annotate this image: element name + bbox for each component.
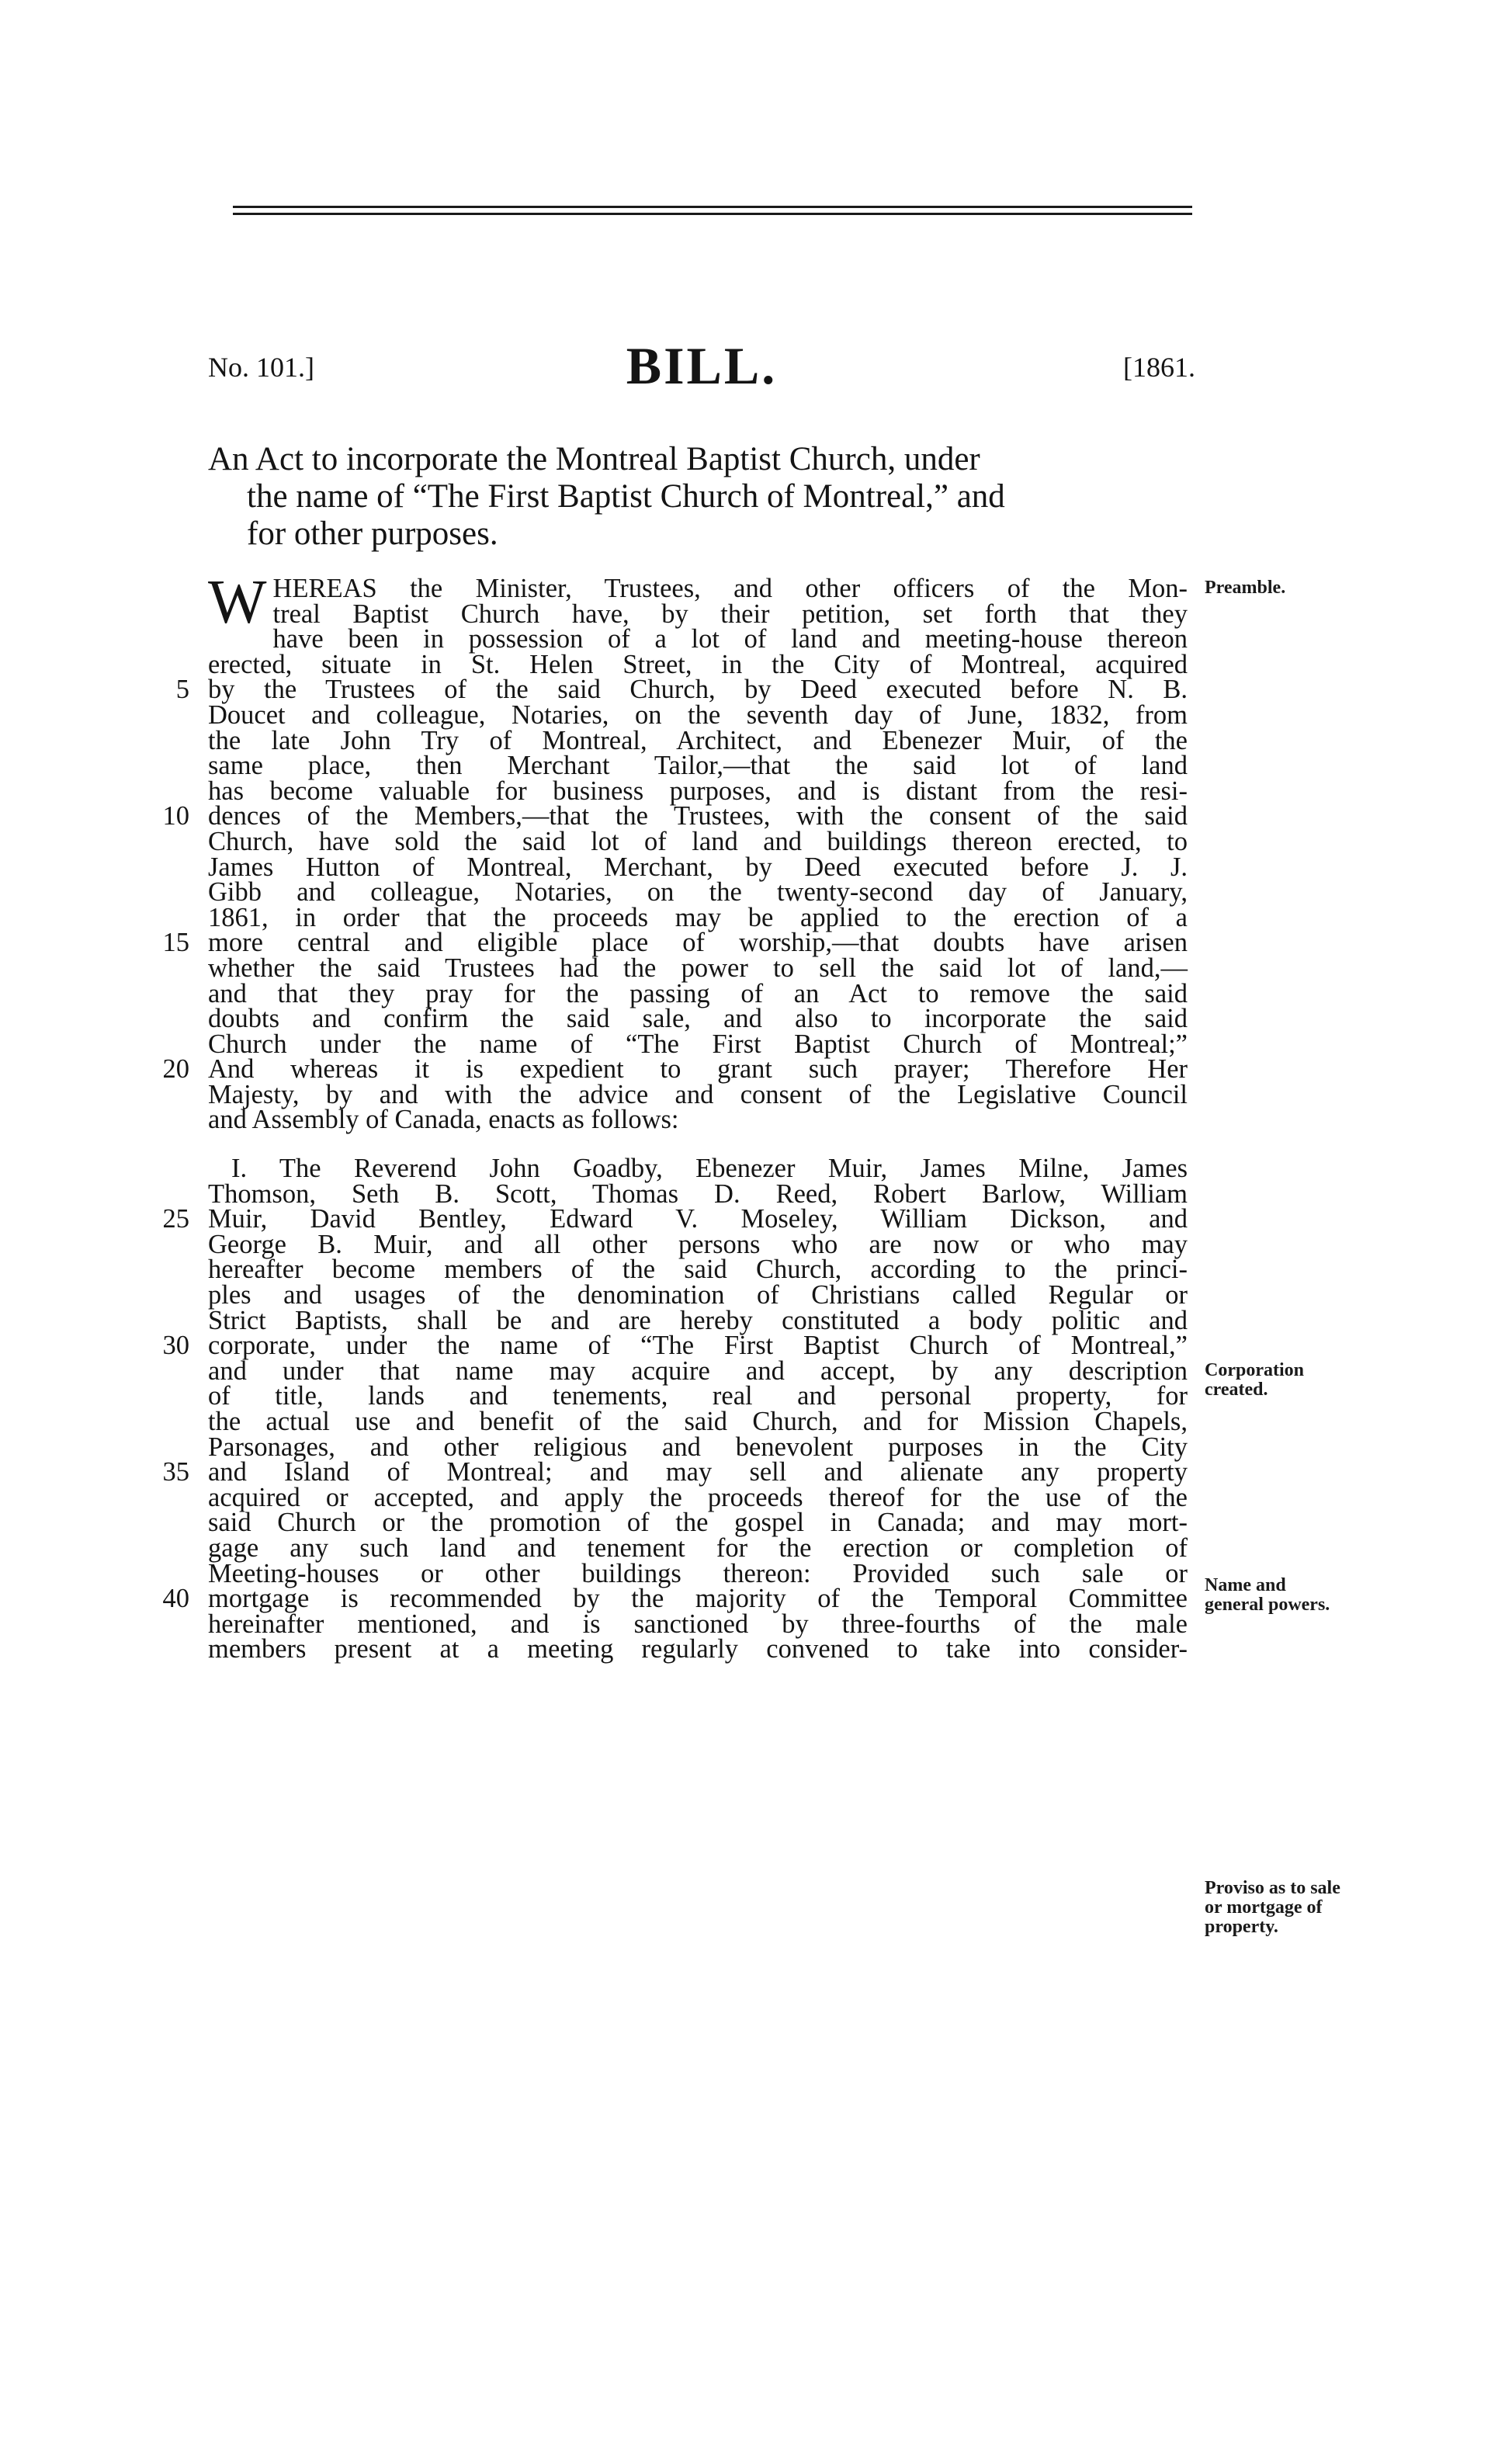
drop-cap: W — [208, 568, 267, 637]
line-text: And whereas it is expedient to grant such prayer; Therefore Her — [208, 1054, 1188, 1085]
line-text: gage any such land and tenement for the erection or completion of — [208, 1532, 1188, 1563]
line-text: by the Trustees of the said Church, by Deed executed before N. B. — [208, 675, 1188, 705]
line-text: I. The Reverend John Goadby, Ebenezer Muir, James Milne, James — [231, 1154, 1188, 1184]
line-text: 1861, in order that the proceeds may be applied to the erection of a — [208, 902, 1188, 932]
text-line — [208, 776, 1188, 806]
text-line — [208, 1634, 1188, 1664]
text-line — [208, 599, 1188, 629]
line-text: hereafter become members of the said Church, according to the princi- — [208, 1255, 1188, 1285]
document-type-heading: BILL. — [626, 336, 778, 395]
line-number: 25 — [162, 1204, 189, 1234]
line-text: Parsonages, and other religious and benevolent purposes in the City — [208, 1432, 1188, 1462]
line-number: 5 — [175, 675, 189, 705]
text-line — [208, 1482, 1188, 1512]
bill-number: No. 101.] — [208, 352, 314, 383]
text-line — [208, 1006, 1188, 1032]
text-line — [208, 1558, 1188, 1588]
text-line — [208, 877, 1188, 908]
text-line — [208, 902, 1188, 932]
margin-note-preamble: Preamble. — [1205, 578, 1286, 598]
text-line — [162, 1457, 1188, 1487]
line-text: whether the said Trustees had the power to sell the said lot of land,— — [208, 953, 1188, 983]
text-line — [208, 624, 1188, 654]
line-text: James Hutton of Montreal, Merchant, by Deed executed before J. J. — [208, 852, 1188, 882]
line-text: dences of the Members,—that the Trustees, with the consent of the said — [208, 801, 1188, 831]
line-text: of title, lands and tenements, real and personal property, for — [208, 1381, 1188, 1411]
line-number: 35 — [162, 1457, 189, 1487]
text-line — [208, 699, 1188, 730]
title-line: the name of “The First Baptist Church of Montreal,” and — [247, 478, 1005, 515]
line-text: hereinafter mentioned, and is sanctioned by three-fourths of the male — [208, 1609, 1188, 1639]
text-line — [208, 1257, 1188, 1283]
line-number: 20 — [162, 1054, 189, 1085]
text-line — [208, 1079, 1188, 1109]
line-text: mortgage is recommended by the majority of the Temporal Committee — [208, 1584, 1188, 1614]
section-one — [162, 1154, 1188, 1664]
line-text: same place, then Merchant Tailor,—that the said lot of land — [208, 751, 1188, 781]
line-text: the actual use and benefit of the said Church, and for Mission Chapels, — [208, 1407, 1188, 1436]
line-text: and under that name may acquire and accept, by any description — [208, 1355, 1188, 1386]
margin-note-corporation: Corporation created. — [1205, 1360, 1304, 1400]
line-text: doubts and confirm the said sale, and also to incorporate the said — [208, 1004, 1188, 1034]
line-text: Gibb and colleague, Notaries, on the twenty-second day of January, — [208, 877, 1188, 908]
text-line — [208, 1609, 1188, 1639]
text-line — [208, 1510, 1188, 1536]
line-text: corporate, under the name of “The First Baptist Church of Montreal,” — [208, 1331, 1188, 1361]
text-line — [208, 1432, 1188, 1462]
line-text: members present at a meeting regularly convened to take into consider- — [208, 1634, 1188, 1664]
text-line — [208, 978, 1188, 1008]
line-text: and Island of Montreal; and may sell and alienate any property — [208, 1457, 1188, 1487]
line-text: HEREAS the Minister, Trustees, and other officers of the Mon- — [272, 574, 1188, 603]
text-line — [208, 953, 1188, 983]
line-text: Strict Baptists, shall be and are hereby constituted a body politic and — [208, 1305, 1188, 1335]
text-line — [208, 753, 1188, 779]
line-text: Meeting-houses or other buildings thereon: Provided such sale or — [208, 1558, 1188, 1588]
text-line — [208, 1409, 1188, 1435]
line-text: Doucet and colleague, Notaries, on the seventh day of June, 1832, from — [208, 699, 1188, 730]
line-text: Majesty, by and with the advice and consent of the Legislative Council — [208, 1079, 1188, 1109]
line-text: the late John Try of Montreal, Architect, and Ebenezer Muir, of the — [208, 725, 1188, 755]
act-title — [208, 441, 1202, 553]
line-text: has become valuable for business purposes, and is distant from the resi- — [208, 776, 1188, 806]
line-number: 10 — [162, 801, 189, 831]
text-line — [208, 1156, 1188, 1182]
text-line — [208, 725, 1188, 755]
line-text: have been in possession of a lot of land and meeting-house thereon — [272, 624, 1188, 654]
line-text: more central and eligible place of worship,—that doubts have arisen — [208, 928, 1188, 958]
margin-note-name-powers: Name and general powers. — [1205, 1575, 1330, 1615]
text-line — [208, 649, 1188, 679]
title-line: for other purposes. — [247, 515, 498, 552]
line-text: Thomson, Seth B. Scott, Thomas D. Reed, Robert Barlow, William — [208, 1178, 1188, 1209]
text-line — [208, 852, 1188, 882]
text-line — [208, 1280, 1188, 1310]
text-line — [208, 1305, 1188, 1335]
text-line — [162, 1584, 1188, 1614]
line-text: said Church or the promotion of the gospel in Canada; and may mort- — [208, 1508, 1188, 1538]
text-line — [162, 1054, 1188, 1085]
line-text: and Assembly of Canada, enacts as follows: — [208, 1105, 679, 1135]
bill-body — [162, 568, 1188, 1664]
line-text: erected, situate in St. Helen Street, in the City of Montreal, acquired — [208, 649, 1188, 679]
line-text: acquired or accepted, and apply the proceeds thereof for the use of the — [208, 1482, 1188, 1512]
line-text: ples and usages of the denomination of Christians called Regular or — [208, 1280, 1188, 1310]
text-line — [208, 1107, 1188, 1133]
text-line — [208, 1383, 1188, 1409]
text-line — [162, 1204, 1188, 1234]
text-line — [208, 826, 1188, 856]
text-line — [175, 675, 1188, 705]
text-line — [208, 1355, 1188, 1386]
text-line — [208, 1229, 1188, 1259]
text-line — [162, 928, 1188, 958]
line-text: treal Baptist Church have, by their petition, set forth that they — [272, 599, 1188, 629]
line-number: 15 — [162, 928, 189, 958]
line-text: Church under the name of “The First Baptist Church of Montreal;” — [208, 1029, 1188, 1059]
text-line — [162, 801, 1188, 831]
bill-header — [208, 335, 1195, 397]
line-text: Church, have sold the said lot of land and buildings thereon erected, to — [208, 826, 1188, 856]
text-line — [208, 1178, 1188, 1209]
line-text: Muir, David Bentley, Edward V. Moseley, William Dickson, and — [208, 1204, 1188, 1234]
line-number: 40 — [162, 1584, 189, 1614]
line-number: 30 — [162, 1331, 189, 1361]
title-line: An Act to incorporate the Montreal Baptist Church, under — [208, 441, 980, 477]
margin-note-proviso: Proviso as to sale or mortgage of property. — [1205, 1878, 1340, 1937]
text-line — [162, 1331, 1188, 1361]
top-double-rule — [233, 206, 1192, 215]
preamble — [162, 568, 1188, 1135]
line-text: and that they pray for the passing of an Act to remove the said — [208, 978, 1188, 1008]
bill-year: [1861. — [1123, 352, 1195, 383]
line-text: George B. Muir, and all other persons who are now or who may — [208, 1229, 1188, 1259]
text-line — [208, 1532, 1188, 1563]
text-line — [208, 1029, 1188, 1059]
